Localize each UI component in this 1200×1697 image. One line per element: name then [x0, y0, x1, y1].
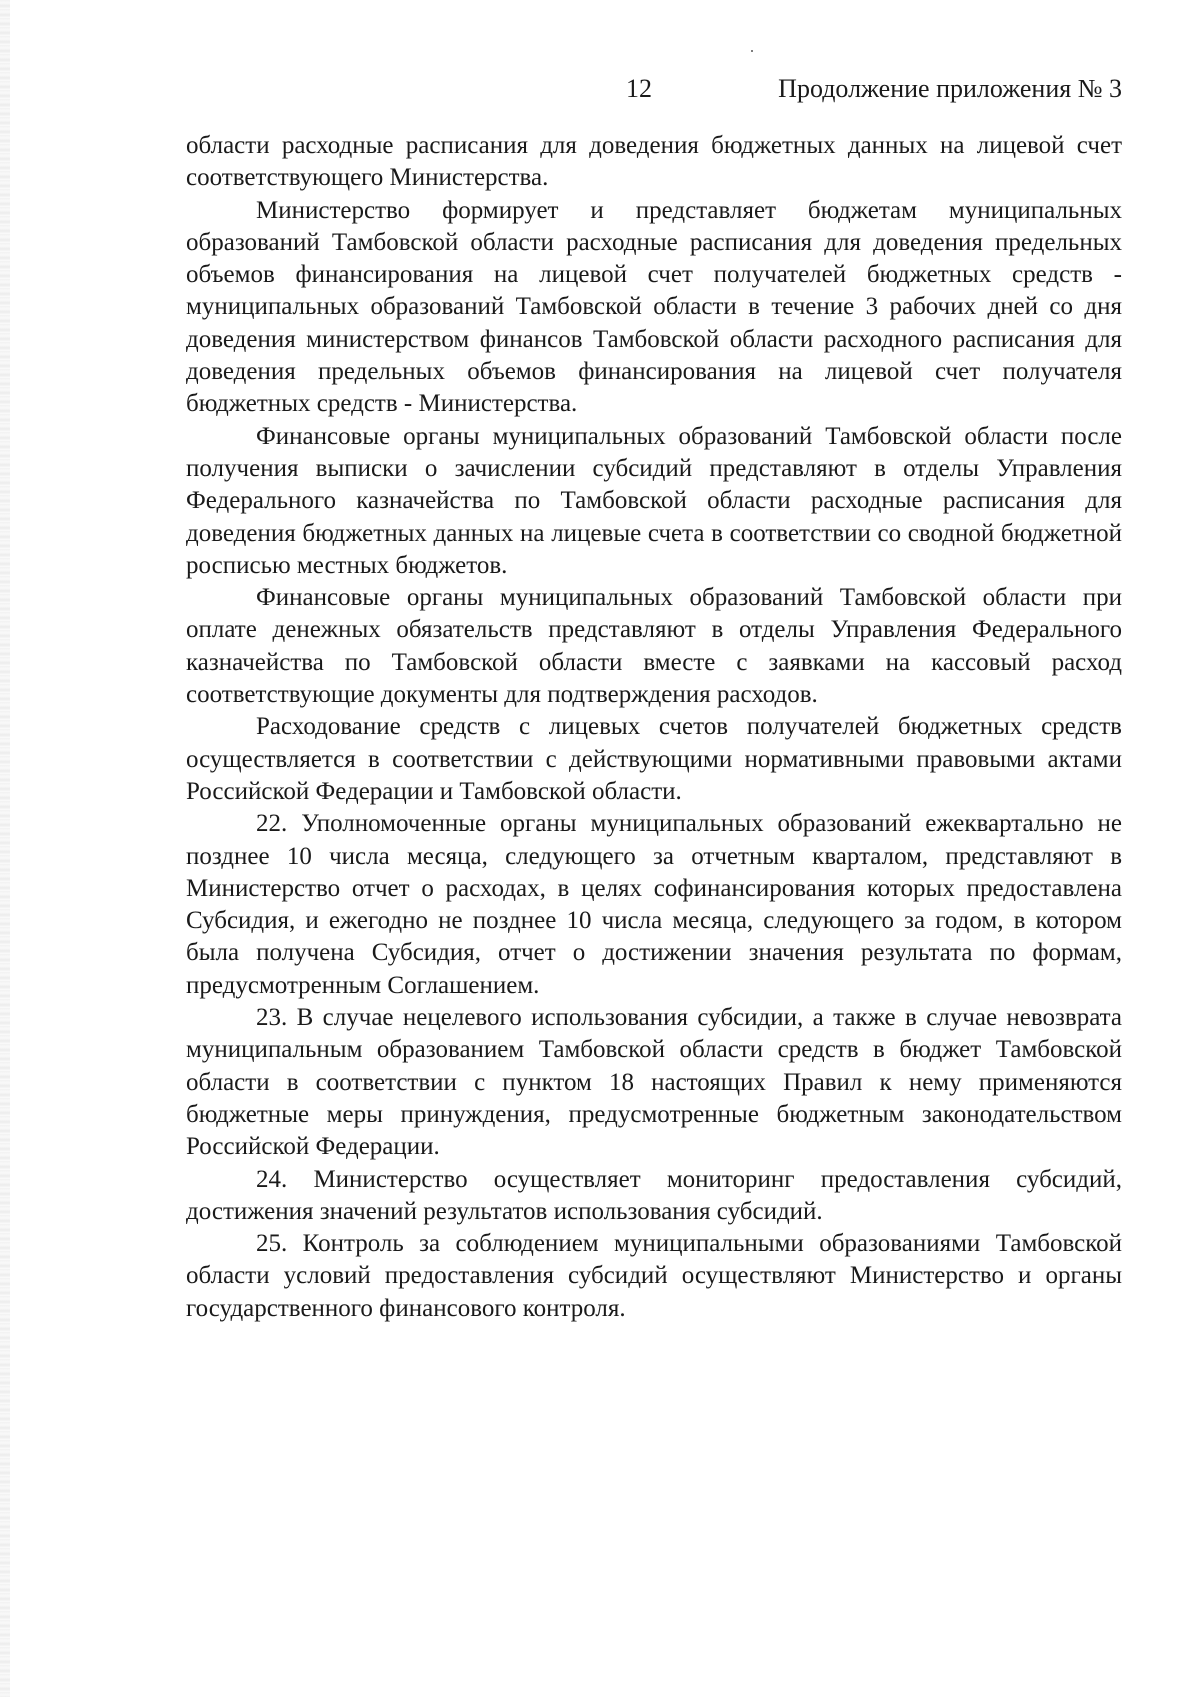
- paragraph-item-23: 23. В случае нецелевого использования субсидии, а также в случае невозврата муниципальным образованием Тамбовской области средств в бюджет Тамбовской области в соответствии с пунктом 18 настоящих Правил к нему применяются бюджетные меры принуждения, предусмотренные бюджетным законодательством Российской Федерации.: [186, 1004, 1122, 1161]
- paragraph-financial-bodies-payment: Финансовые органы муниципальных образований Тамбовской области при оплате денежных обязательств представляют в отделы Управления Федерального казначейства по Тамбовской области вместе с заявками на кассовый расход соответствующие документы для подтверждения расходов.: [186, 584, 1122, 709]
- appendix-continuation-label: Продолжение приложения № 3: [778, 74, 1122, 103]
- scan-speck: [751, 50, 753, 52]
- scan-edge-shadow: [0, 0, 10, 1697]
- paragraph-expenditure-of-funds: Расходование средств с лицевых счетов получателей бюджетных средств осуществляется в соответствии с действующими нормативными правовыми актами Российской Федерации и Тамбовской области.: [186, 713, 1122, 805]
- paragraph-item-24: 24. Министерство осуществляет мониторинг предоставления субсидий, достижения значений результатов использования субсидий.: [186, 1165, 1122, 1225]
- paragraph-continuation: области расходные расписания для доведения бюджетных данных на лицевой счет соответствующего Министерства.: [186, 132, 1122, 192]
- paragraph-ministry-budget-schedules: Министерство формирует и представляет бюджетам муниципальных образований Тамбовской области расходные расписания для доведения предельных объемов финансирования на лицевой счет получателей бюджетных средств - муниципальных образований Тамбовской области в течение 3 рабочих дней со дня доведения министерством финансов Тамбовской области расходного расписания для доведения предельных объемов финансирования на лицевой счет получателя бюджетных средств - Министерства.: [186, 196, 1122, 418]
- paragraph-financial-bodies-after-statement: Финансовые органы муниципальных образований Тамбовской области после получения выписки о зачислении субсидий представляют в отделы Управления Федерального казначейства по Тамбовской области расходные расписания для доведения бюджетных данных на лицевые счета в соответствии со сводной бюджетной росписью местных бюджетов.: [186, 422, 1122, 579]
- document-body: [186, 130, 1122, 1325]
- paragraph-item-25: 25. Контроль за соблюдением муниципальными образованиями Тамбовской области условий предоставления субсидий осуществляют Министерство и органы государственного финансового контроля.: [186, 1230, 1122, 1322]
- paragraph-item-22: 22. Уполномоченные органы муниципальных образований ежеквартально не позднее 10 числа месяца, следующего за отчетным кварталом, представляют в Министерство отчет о расходах, в целях софинансирования которых предоставлена Субсидия, и ежегодно не позднее 10 числа месяца, следующего за годом, в котором была получена Субсидия, отчет о достижении значения результата по формам, предусмотренным Соглашением.: [186, 810, 1122, 999]
- page-number: 12: [626, 74, 652, 103]
